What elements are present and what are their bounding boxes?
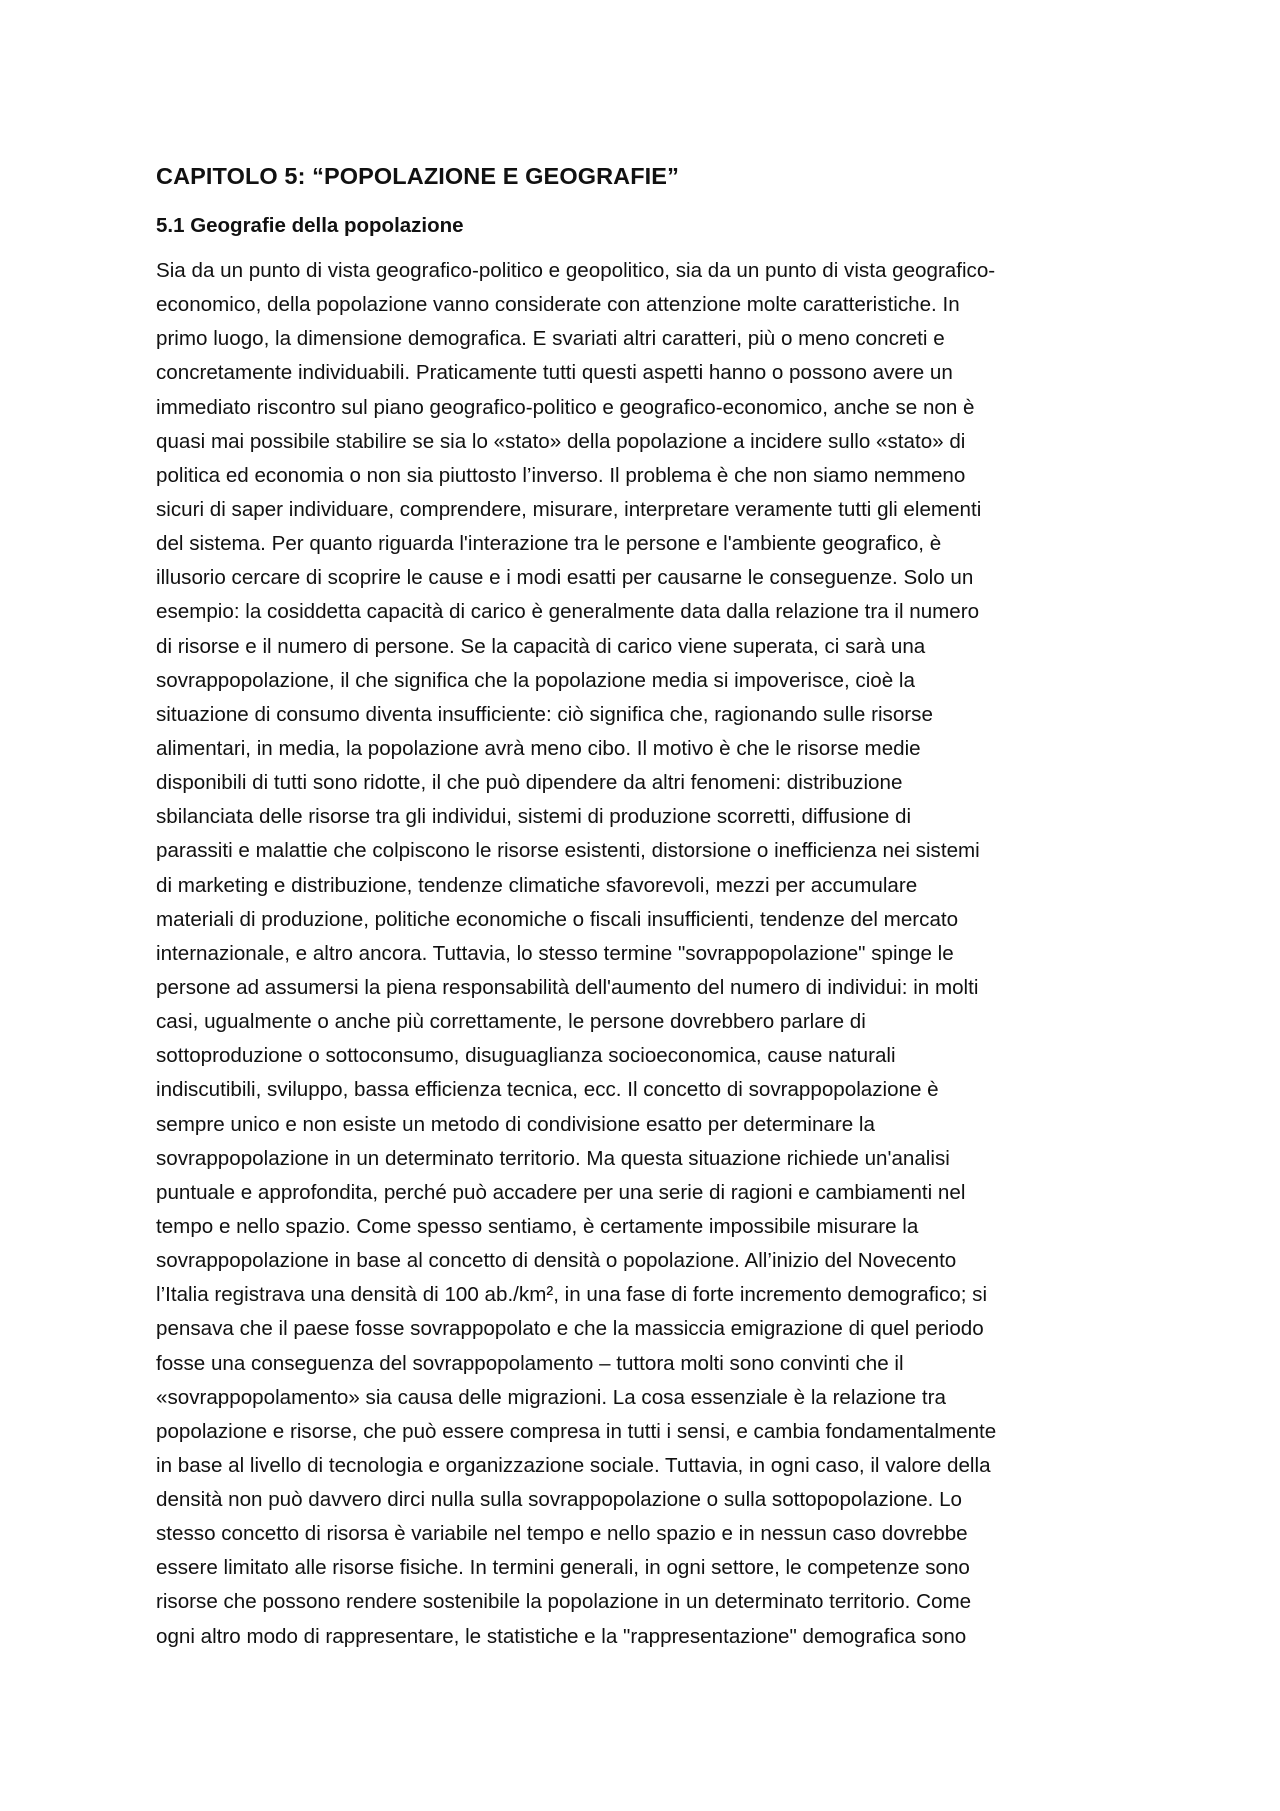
- body-line: sicuri di saper individuare, comprendere, misurare, interpretare veramente tutti gli elementi: [156, 497, 982, 521]
- body-line: di marketing e distribuzione, tendenze climatiche sfavorevoli, mezzi per accumulare: [156, 873, 918, 897]
- body-line: fosse una conseguenza del sovrappopolamento – tuttora molti sono convinti che il: [156, 1351, 904, 1375]
- body-line: tempo e nello spazio. Come spesso sentiamo, è certamente impossibile misurare la: [156, 1214, 919, 1238]
- body-line: puntuale e approfondita, perché può accadere per una serie di ragioni e cambiamenti nel: [156, 1180, 966, 1204]
- body-line: del sistema. Per quanto riguarda l'interazione tra le persone e l'ambiente geografico, è: [156, 532, 942, 556]
- body-line: densità non può davvero dirci nulla sulla sovrappopolazione o sulla sottopopolazione. Lo: [156, 1488, 962, 1512]
- body-line: indiscutibili, sviluppo, bassa efficienza tecnica, ecc. Il concetto di sovrappopolazione è: [156, 1078, 939, 1102]
- body-line: essere limitato alle risorse fisiche. In termini generali, in ogni settore, le competenze sono: [156, 1556, 970, 1580]
- body-line: situazione di consumo diventa insufficiente: ciò significa che, ragionando sulle risorse: [156, 702, 933, 726]
- chapter-title: CAPITOLO 5: “POPOLAZIONE E GEOGRAFIE”: [156, 163, 679, 189]
- body-line: casi, ugualmente o anche più correttamente, le persone dovrebbero parlare di: [156, 1010, 866, 1034]
- body-line: alimentari, in media, la popolazione avrà meno cibo. Il motivo è che le risorse medie: [156, 736, 921, 760]
- body-line: sovrappopolazione in base al concetto di densità o popolazione. All’inizio del Novecento: [156, 1249, 957, 1273]
- body-line: di risorse e il numero di persone. Se la capacità di carico viene superata, ci sarà una: [156, 634, 926, 658]
- body-line: illusorio cercare di scoprire le cause e i modi esatti per causarne le conseguenze. Solo un: [156, 566, 974, 590]
- body-line: in base al livello di tecnologia e organizzazione sociale. Tuttavia, in ogni caso, il valore della: [156, 1453, 991, 1477]
- body-line: risorse che possono rendere sostenibile la popolazione in un determinato territorio. Come: [156, 1590, 972, 1614]
- body-line: sempre unico e non esiste un metodo di condivisione esatto per determinare la: [156, 1112, 875, 1136]
- body-line: concretamente individuabili. Praticamente tutti questi aspetti hanno o possono avere un: [156, 361, 953, 385]
- body-line: esempio: la cosiddetta capacità di carico è generalmente data dalla relazione tra il numero: [156, 600, 980, 624]
- body-line: primo luogo, la dimensione demografica. E svariati altri caratteri, più o meno concreti e: [156, 327, 945, 351]
- body-line: economico, della popolazione vanno considerate con attenzione molte caratteristiche. In: [156, 293, 960, 317]
- body-line: ogni altro modo di rappresentare, le statistiche e la "rappresentazione" demografica sono: [156, 1624, 967, 1648]
- section-title: 5.1 Geografie della popolazione: [156, 214, 464, 237]
- body-line: sovrappopolazione in un determinato territorio. Ma questa situazione richiede un'analisi: [156, 1146, 950, 1170]
- body-line: popolazione e risorse, che può essere compresa in tutti i sensi, e cambia fondamentalmente: [156, 1419, 997, 1443]
- body-line: sovrappopolazione, il che significa che la popolazione media si impoverisce, cioè la: [156, 668, 915, 692]
- body-line: internazionale, e altro ancora. Tuttavia, lo stesso termine "sovrappopolazione" spinge le: [156, 941, 954, 965]
- body-line: stesso concetto di risorsa è variabile nel tempo e nello spazio e in nessun caso dovrebbe: [156, 1522, 968, 1546]
- body-line: quasi mai possibile stabilire se sia lo «stato» della popolazione a incidere sullo «stato» di: [156, 429, 966, 453]
- body-line: pensava che il paese fosse sovrappopolato e che la massiccia emigrazione di quel periodo: [156, 1317, 984, 1341]
- body-paragraph: [156, 254, 1134, 1654]
- body-line: parassiti e malattie che colpiscono le risorse esistenti, distorsione o inefficienza nei sistemi: [156, 839, 980, 863]
- body-line: politica ed economia o non sia piuttosto l’inverso. Il problema è che non siamo nemmeno: [156, 463, 966, 487]
- body-line: sbilanciata delle risorse tra gli individui, sistemi di produzione scorretti, diffusione di: [156, 805, 912, 829]
- body-line: persone ad assumersi la piena responsabilità dell'aumento del numero di individui: in molti: [156, 975, 979, 999]
- page-content: [156, 160, 1134, 1654]
- body-line: «sovrappopolamento» sia causa delle migrazioni. La cosa essenziale è la relazione tra: [156, 1385, 946, 1409]
- body-line: materiali di produzione, politiche economiche o fiscali insufficienti, tendenze del mercato: [156, 907, 959, 931]
- body-line: Sia da un punto di vista geografico-politico e geopolitico, sia da un punto di vista geografico-: [156, 259, 996, 282]
- body-line: sottoproduzione o sottoconsumo, disuguaglianza socioeconomica, cause naturali: [156, 1044, 896, 1068]
- body-line: disponibili di tutti sono ridotte, il che può dipendere da altri fenomeni: distribuzione: [156, 771, 903, 795]
- body-line: immediato riscontro sul piano geografico-politico e geografico-economico, anche se non è: [156, 395, 975, 419]
- body-line: l’Italia registrava una densità di 100 ab./km², in una fase di forte incremento demografico; si: [156, 1283, 988, 1307]
